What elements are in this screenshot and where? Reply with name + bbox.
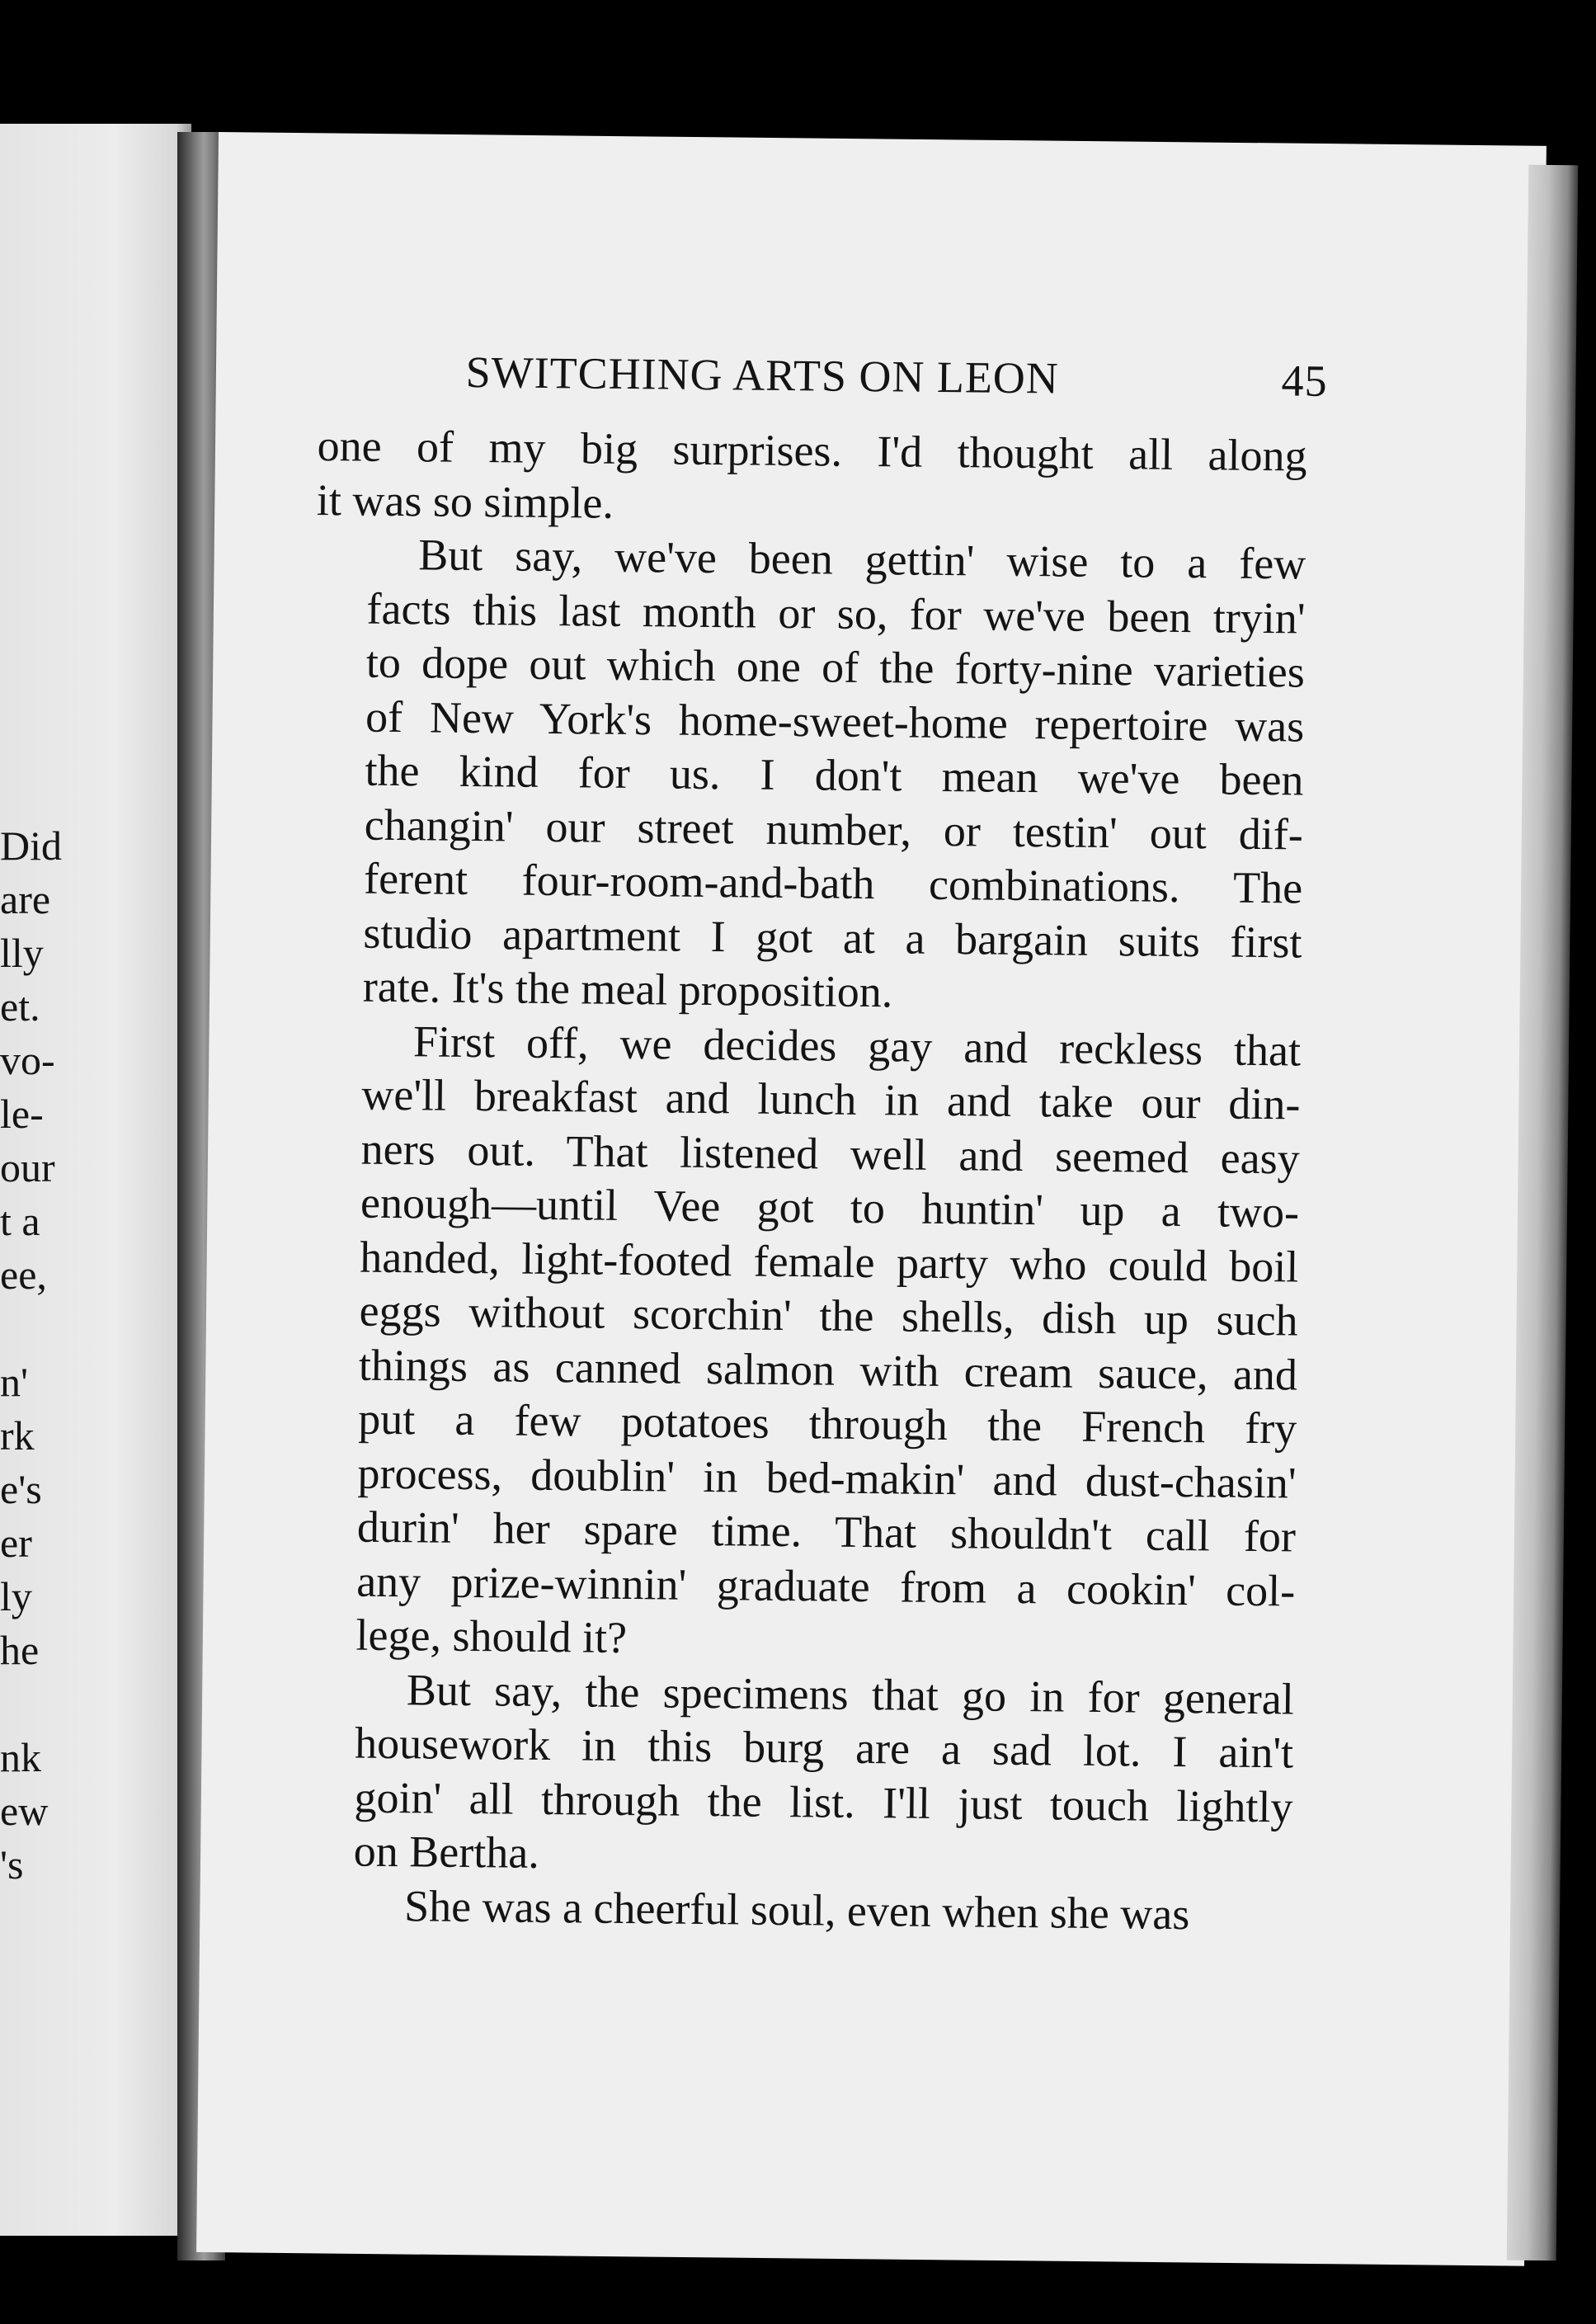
text-line: any prize-winnin' graduate from a cookin' col- [355, 1556, 1296, 1615]
text-line: lege, should it? [355, 1610, 628, 1663]
text-line: studio apartment I got at a bargain suits first [363, 907, 1302, 968]
text-line: handed, light-footed female party who could boil [360, 1232, 1299, 1292]
text-line: one of my big surprises. I'd thought all along [317, 420, 1307, 481]
paragraph [304, 1013, 1301, 1672]
text-line: enough—until Vee got to huntin' up a two- [360, 1177, 1300, 1237]
text-line: First off, we decides gay and reckless that [412, 1016, 1302, 1076]
text-line: ners out. That listened well and seemed easy [360, 1124, 1300, 1184]
paragraph [302, 1878, 1292, 1942]
paragraph [317, 419, 1307, 538]
left-fragment: 's [0, 1841, 24, 1888]
text-line: put a few potatoes through the French fry [358, 1393, 1297, 1454]
text-line: changin' our street number, or testin' out dif- [364, 799, 1304, 860]
text-line: ferent four-room-and-bath combinations. The [363, 853, 1303, 913]
left-fragment: lly [0, 930, 44, 976]
page-title: SWITCHING ARTS ON LEON [465, 346, 1060, 403]
text-line: facts this last month or so, for we've been tryin' [366, 583, 1306, 643]
left-fragment: nk [0, 1734, 41, 1780]
text-line: But say, the specimens that go in for general [406, 1664, 1295, 1723]
left-fragment: et. [0, 983, 40, 1030]
left-fragment: ew [0, 1788, 49, 1834]
text-line: housework in this burg are a sad lot. I ain't [354, 1718, 1294, 1778]
paragraph [311, 527, 1306, 1024]
left-fragment: Did [0, 823, 62, 869]
running-head [465, 346, 1328, 407]
text-line: goin' all through the list. I'll just touch lightly [354, 1772, 1293, 1831]
text-line: to dope out which one of the forty-nine varieties [365, 637, 1306, 697]
left-fragment: le- [0, 1091, 44, 1137]
left-fragment: t a [0, 1198, 40, 1244]
left-fragment: er [0, 1520, 32, 1566]
left-fragment: are [0, 876, 51, 922]
left-fragment: he [0, 1627, 40, 1673]
page-number: 45 [1281, 356, 1328, 406]
left-facing-page [0, 124, 191, 2236]
text-line: on Bertha. [353, 1826, 540, 1878]
body-text [302, 419, 1307, 1942]
text-line: things as canned salmon with cream sauce, and [358, 1340, 1298, 1400]
left-fragment: ee, [0, 1252, 47, 1298]
text-line: But say, we've been gettin' wise to a few [417, 530, 1306, 589]
left-fragment: our [0, 1144, 55, 1190]
text-line: durin' her spare time. That shouldn't call for [356, 1501, 1297, 1562]
text-line: the kind for us. I don't mean we've been [365, 745, 1304, 805]
text-line: She was a cheerful soul, even when she was [403, 1880, 1190, 1939]
left-fragment: rk [0, 1412, 35, 1459]
text-line: eggs without scorchin' the shells, dish up such [359, 1285, 1298, 1346]
left-fragment: vo- [0, 1037, 55, 1083]
paragraph [302, 1662, 1294, 1888]
text-line: rate. It's the meal proposition. [362, 961, 893, 1017]
text-line: it was so simple. [316, 474, 614, 528]
text-line: process, doublin' in bed-makin' and dust-chasin' [357, 1448, 1297, 1507]
left-fragment: n' [0, 1359, 29, 1405]
left-fragment: ly [0, 1573, 32, 1619]
text-line: of New York's home-sweet-home repertoire was [365, 691, 1305, 752]
left-fragment: e's [0, 1466, 42, 1512]
text-line: we'll breakfast and lunch in and take our din- [361, 1069, 1301, 1129]
